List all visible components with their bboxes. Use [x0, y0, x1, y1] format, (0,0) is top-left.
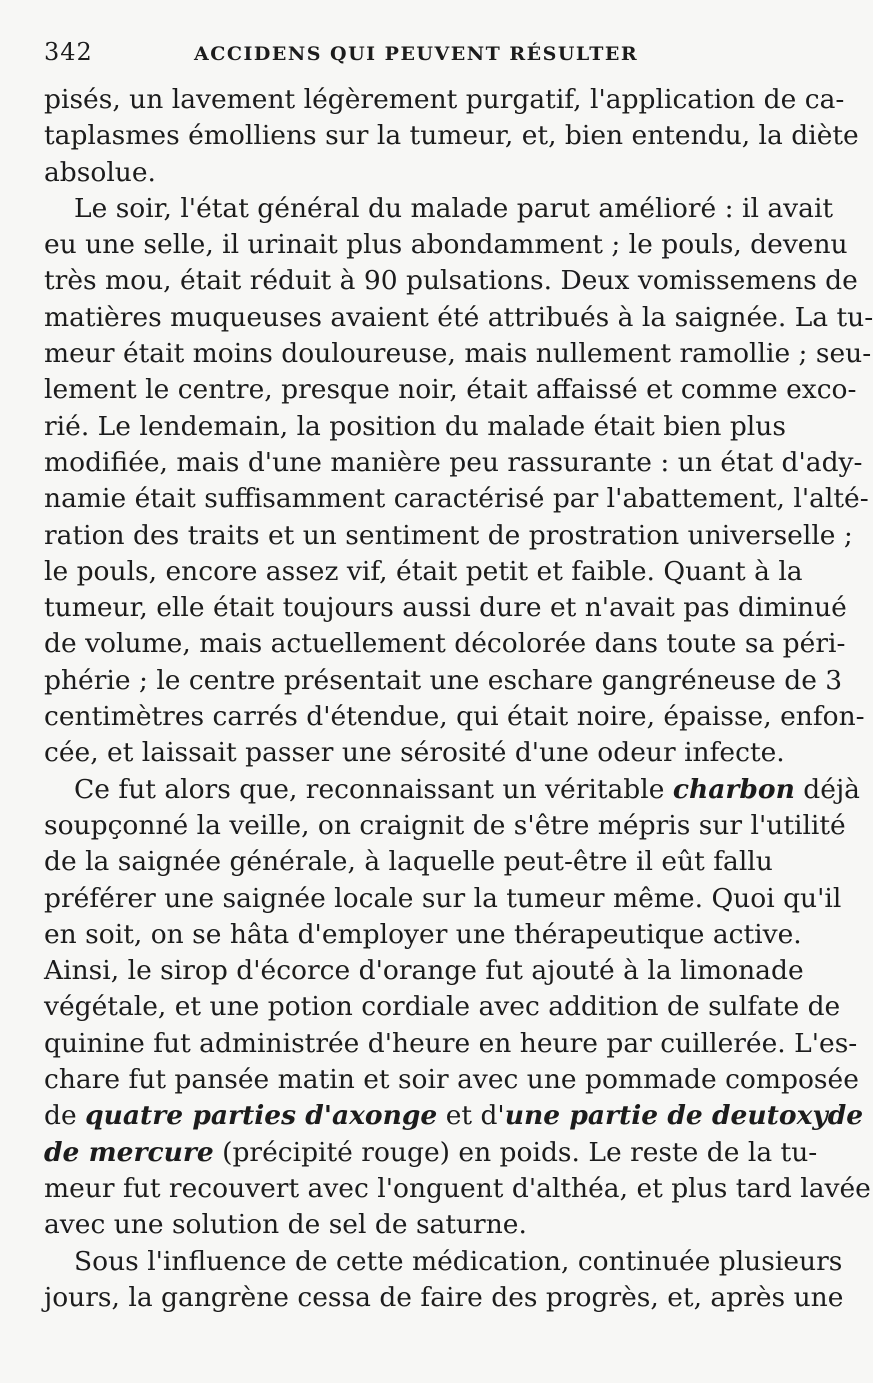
text-line	[44, 1207, 760, 1243]
text-line	[44, 917, 802, 953]
text-line	[44, 663, 843, 699]
text-run: le pouls, encore assez vif, était petit et faible. Quant à la	[44, 555, 803, 587]
text-line	[44, 699, 865, 735]
text-line	[44, 1135, 818, 1171]
text-run: lement le centre, presque noir, était affaissé et comme exco-	[44, 374, 857, 406]
text-run: eu une selle, il urinait plus abondamment ; le pouls, devenu	[44, 229, 848, 261]
text-run: pisés, un lavement légèrement purgatif, l'application de ca-	[44, 84, 845, 115]
text-line	[44, 1244, 843, 1280]
text-run: avec une solution de sel de saturne.	[44, 1209, 527, 1241]
text-run: chare fut pansée matin et soir avec une pommade composée	[44, 1064, 859, 1096]
text-line	[44, 263, 858, 299]
running-title: ACCIDENS QUI PEUVENT RÉSULTER	[194, 43, 639, 65]
text-line	[44, 1098, 864, 1134]
emphasized-text: charbon	[672, 773, 795, 805]
running-head	[44, 38, 760, 82]
text-line	[44, 1171, 871, 1207]
text-line	[44, 881, 842, 917]
page-number: 342	[44, 38, 93, 66]
text-run: de volume, mais actuellement décolorée dans toute sa péri-	[44, 628, 846, 660]
text-line	[44, 1026, 858, 1062]
text-line	[44, 227, 848, 263]
text-run: meur était moins douloureuse, mais nullement ramollie ; seu-	[44, 338, 872, 370]
text-run: matières muqueuses avaient été attribués à la saignée. La tu-	[44, 301, 873, 333]
text-line	[44, 118, 859, 154]
text-line	[44, 409, 786, 445]
text-line	[44, 1062, 859, 1098]
text-run: taplasmes émolliens sur la tumeur, et, bien entendu, la diète	[44, 120, 859, 152]
text-line	[44, 336, 872, 372]
text-line	[44, 735, 785, 771]
text-line	[44, 445, 863, 481]
text-line	[44, 772, 860, 808]
text-line	[44, 300, 873, 336]
emphasized-text: quatre parties d'axonge	[85, 1100, 438, 1132]
text-run: végétale, et une potion cordiale avec addition de sulfate de	[44, 991, 841, 1023]
text-run: absolue.	[44, 156, 156, 188]
text-run: très mou, était réduit à 90 pulsations. Deux vomissemens de	[44, 265, 858, 297]
text-run: ration des traits et un sentiment de prostration universelle ;	[44, 519, 853, 551]
text-line	[44, 989, 841, 1025]
body-text	[44, 82, 873, 1316]
text-run: cée, et laissait passer une sérosité d'une odeur infecte.	[44, 737, 785, 769]
text-line	[44, 155, 760, 191]
text-line	[44, 82, 845, 118]
text-run: modifiée, mais d'une manière peu rassurante : un état d'ady-	[44, 446, 863, 478]
text-run: quinine fut administrée d'heure en heure par cuillerée. L'es-	[44, 1027, 858, 1059]
text-line	[44, 481, 869, 517]
text-run: de	[44, 1100, 86, 1132]
text-run: jours, la gangrène cessa de faire des progrès, et, après une	[44, 1281, 844, 1313]
text-line	[44, 372, 857, 408]
text-line	[44, 554, 803, 590]
text-run: phérie ; le centre présentait une eschare gangréneuse de 3	[44, 664, 843, 696]
text-run: rié. Le lendemain, la position du malade était bien plus	[44, 410, 786, 442]
text-run: Ainsi, le sirop d'écorce d'orange fut ajouté à la limonade	[44, 955, 804, 987]
text-line	[44, 953, 804, 989]
text-run: Le soir, l'état général du malade parut amélioré : il avait	[74, 192, 834, 224]
text-run: en soit, on se hâta d'employer une thérapeutique active.	[44, 918, 802, 950]
text-run: meur fut recouvert avec l'onguent d'althéa, et plus tard lavée	[44, 1172, 871, 1204]
text-run: (précipité rouge) en poids. Le reste de la tu-	[213, 1136, 818, 1168]
text-line	[44, 590, 847, 626]
text-line	[44, 518, 853, 554]
emphasized-text: de mercure	[44, 1136, 214, 1168]
text-run: Ce fut alors que, reconnaissant un véritable	[74, 773, 673, 805]
emphasized-text: une partie de deutoxyde	[504, 1100, 864, 1132]
text-run: soupçonné la veille, on craignit de s'être mépris sur l'utilité	[44, 809, 846, 841]
text-line	[44, 191, 834, 227]
text-line	[44, 626, 846, 662]
text-line	[44, 1280, 844, 1316]
text-run: déjà	[794, 773, 860, 805]
text-run: centimètres carrés d'étendue, qui était noire, épaisse, enfon-	[44, 701, 865, 733]
text-run: namie était suffisamment caractérisé par l'abattement, l'alté-	[44, 483, 869, 515]
text-line	[44, 844, 773, 880]
text-run: et d'	[437, 1100, 505, 1132]
text-run: de la saignée générale, à laquelle peut-être il eût fallu	[44, 846, 773, 878]
text-run: tumeur, elle était toujours aussi dure et n'avait pas diminué	[44, 592, 847, 624]
text-run: Sous l'influence de cette médication, continuée plusieurs	[74, 1245, 843, 1277]
text-line	[44, 808, 846, 844]
text-run: préférer une saignée locale sur la tumeur même. Quoi qu'il	[44, 882, 842, 914]
